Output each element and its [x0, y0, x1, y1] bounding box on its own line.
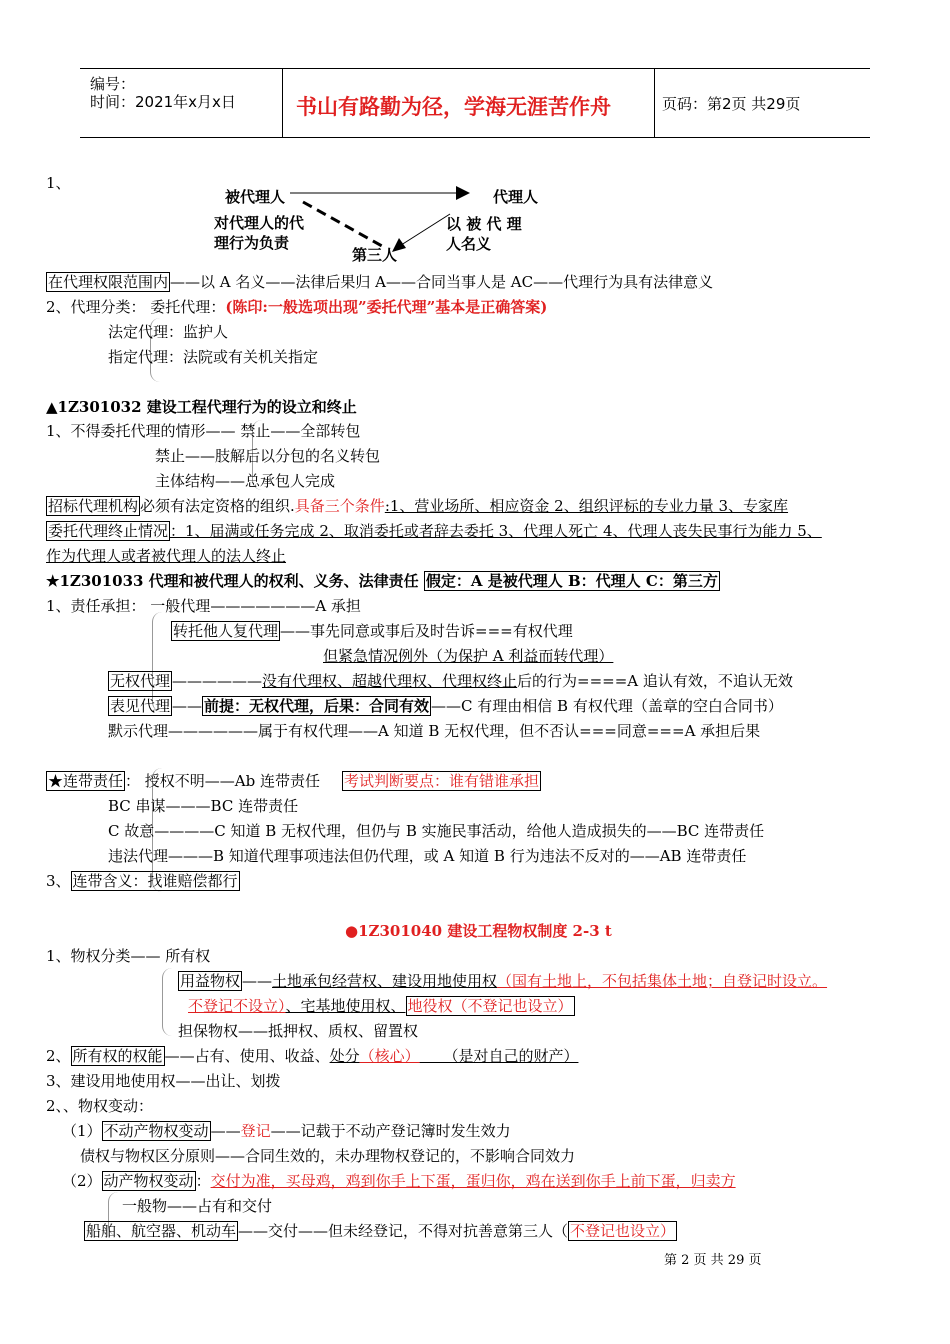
line-general-goods: 一般物——占有和交付: [122, 1197, 273, 1215]
line-property-types: 1、物权分类—— 所有权: [46, 947, 211, 965]
movable-num: （2）: [62, 1172, 102, 1190]
diagram-principal: 被代理人: [225, 188, 286, 206]
usufruct-note-cont: 不登记不设立）: [188, 997, 286, 1015]
agency-types-note: (陈印:一般选项出现”委托代理”基本是正确答案): [225, 298, 548, 316]
line-forbidden-1: 1、不得委托代理的情形—— 禁止——全部转包: [46, 422, 361, 440]
immovable-num: （1）: [62, 1122, 102, 1140]
diagram-left-note-1: 对代理人的代: [214, 214, 305, 232]
line-unauthorized: [108, 670, 793, 691]
termination-list: ：1、届满或任务完成 2、取消委托或者辞去委托 3、代理人死亡 4、代理人丧失民事行为能力 5、: [170, 522, 822, 540]
immovable-registration: 登记: [240, 1122, 271, 1140]
line-security-rights: 担保物权——抵押权、质权、留置权: [178, 1022, 419, 1040]
movable-box: 动产物权变动: [103, 1172, 194, 1190]
ownership-disposal: 处分: [329, 1047, 360, 1065]
usufruct-note: （国有土地上，不包括集体土地；自登记时设立。: [497, 972, 828, 990]
line-c-intent: C 故意————C 知道 B 无权代理，但仍与 B 实施民事活动，给他人造成损失的——BC 连带责任: [108, 822, 765, 840]
unauthorized-box: 无权代理: [110, 672, 171, 690]
sub-agency-text: ——事先同意或事后及时告诉===有权代理: [280, 622, 573, 640]
line-land-use: 3、建设用地使用权——出让、划拨: [46, 1072, 281, 1090]
line-joint-meaning: [46, 870, 240, 891]
apparent-premise: 前提：无权代理，后果：合同有效: [204, 697, 430, 715]
line-sub-agency: [171, 620, 573, 641]
unauthorized-result: 后的行为====A 追认有效，不追认无效: [517, 672, 793, 690]
line-immovable: [62, 1120, 511, 1141]
ownership-note: （是对自己的财产）: [419, 1047, 579, 1065]
line-legal-agency: 法定代理：监护人: [108, 323, 229, 341]
termination-box: 委托代理终止情况: [48, 522, 169, 540]
bidding-agency-box: 招标代理机构: [48, 497, 139, 515]
line-illegal-agency: 违法代理———B 知道代理事项违法但仍代理，或 A 知道 B 行为违法不反对的——AB 连带责任: [108, 847, 747, 865]
line-joint-liability: [46, 770, 541, 791]
scope-text: ——以 A 名义——法律后果归 A——合同当事人是 AC——代理行为具有法律意义: [170, 273, 714, 291]
apparent-dash: ——: [172, 697, 203, 715]
brace-property: [162, 968, 173, 1036]
bidding-agency-text: 必须有法定资格的组织.: [140, 497, 295, 515]
bidding-agency-conditions: 具备三个条件: [294, 497, 385, 515]
unauthorized-dash: ——————: [172, 672, 263, 690]
page-footer: 第 2 页 共 29 页: [664, 1253, 762, 1268]
movable-example: 交付为准，买母鸡，鸡到你手上下蛋，蛋归你，鸡在送到你手上前下蛋，归卖方: [210, 1172, 736, 1190]
heading-1z301040: ●1Z301040 建设工程物权制度 2-3 t: [345, 922, 612, 940]
line-vehicles: [84, 1220, 677, 1241]
header-time-label: 时间：2021年x月x日: [90, 93, 236, 111]
header-page-info: 页码：第2页 共29页: [662, 95, 801, 113]
line-termination: [46, 520, 822, 541]
diagram-number: 1、: [46, 174, 71, 192]
movable-colon: ：: [195, 1172, 211, 1190]
usufruct-dash: ——: [242, 972, 273, 990]
heading-1z301032: ▲1Z301032 建设工程代理行为的设立和终止: [46, 398, 357, 416]
diagram-agent: 代理人: [493, 188, 539, 206]
joint-meaning-num: 3、: [46, 872, 71, 890]
joint-meaning-box: 连带含义：找谁赔偿都行: [72, 872, 238, 890]
line-movable: [62, 1170, 736, 1191]
heading-1z301033-text: ★1Z301033 代理和被代理人的权利、义务、法律责任: [46, 572, 419, 590]
line-liability: 1、责任承担： 一般代理———————A 承担: [46, 597, 361, 615]
sub-agency-box: 转托他人复代理: [173, 622, 279, 640]
line-designated-agency: 指定代理：法院或有关机关指定: [108, 348, 319, 366]
line-forbidden-3: 主体结构——总承包人完成: [155, 472, 336, 490]
vehicles-note-box: 不登记也设立）: [570, 1222, 676, 1240]
immovable-dash: ——: [210, 1122, 241, 1140]
agency-types-label: 2、代理分类： 委托代理：: [46, 298, 226, 316]
line-implied: 默示代理——————属于有权代理——A 知道 B 无权代理，但不否认===同意===A 承担后果: [108, 722, 761, 740]
diagram-right-note-2: 人名义: [446, 235, 492, 253]
heading-1z301033: [46, 570, 720, 591]
apparent-result: ——C 有理由相信 B 有权代理（盖章的空白合同书）: [431, 697, 783, 715]
unauthorized-cases: 没有代理权、超越代理权、代理权终止: [262, 672, 518, 690]
ownership-core: （核心）: [359, 1047, 420, 1065]
line-property-change: 2、、物权变动：: [46, 1097, 154, 1115]
vehicles-text: ——交付——但未经登记，不得对抗善意第三人（: [238, 1222, 569, 1240]
ownership-num: 2、: [46, 1047, 71, 1065]
line-emergency: 但紧急情况例外（为保护 A 利益而转代理）: [323, 647, 614, 665]
diagram-right-note-1: 以 被 代 理: [446, 215, 522, 233]
line-separation-principle: 债权与物权区分原则——合同生效的，未办理物权登记的，不影响合同效力: [80, 1147, 576, 1165]
immovable-effect: ——记载于不动产登记簿时发生效力: [270, 1122, 511, 1140]
line-scope: [46, 271, 713, 292]
header-motto: 书山有路勤为径，学海无涯苦作舟: [296, 95, 611, 119]
line-bc-collusion: BC 串谋———BC 连带责任: [108, 797, 299, 815]
line-usufruct-cont: [188, 995, 575, 1016]
diagram-left-note-2: 理行为负责: [214, 234, 290, 252]
line-bidding-agency: [46, 495, 788, 516]
diagram-third-party: 第三人: [352, 246, 398, 264]
line-termination-cont: 作为代理人或者被代理人的法人终止: [46, 547, 287, 565]
homestead-right: 、宅基地使用权、: [285, 997, 406, 1015]
line-ownership-powers: [46, 1045, 578, 1066]
apparent-box: 表见代理: [110, 697, 171, 715]
line-usufruct: [178, 970, 827, 991]
easement-box: 地役权（不登记也设立）: [407, 997, 573, 1015]
assumption-box: 假定：A 是被代理人 B：代理人 C：第三方: [425, 572, 718, 590]
header-number-label: 编号：: [90, 75, 136, 93]
line-forbidden-2: 禁止——肢解后以分包的名义转包: [155, 447, 381, 465]
line-agency-types: [46, 296, 547, 317]
usufruct-rights: 土地承包经营权、建设用地使用权: [272, 972, 498, 990]
immovable-box: 不动产物权变动: [103, 1122, 209, 1140]
joint-liability-text: ： 授权不明——Ab 连带责任: [125, 772, 320, 790]
scope-box: 在代理权限范围内: [48, 273, 169, 291]
bidding-agency-list: :1、营业场所、相应资金 2、组织评标的专业力量 3、专家库: [384, 497, 789, 515]
line-apparent: [108, 695, 783, 716]
ownership-box: 所有权的权能: [72, 1047, 163, 1065]
vehicles-box: 船舶、航空器、机动车: [86, 1222, 237, 1240]
joint-liability-box: ★连带责任: [48, 772, 124, 790]
usufruct-box: 用益物权: [180, 972, 241, 990]
ownership-powers: ——占有、使用、收益、: [164, 1047, 330, 1065]
exam-tip: 考试判断要点：谁有错谁承担: [344, 772, 540, 790]
